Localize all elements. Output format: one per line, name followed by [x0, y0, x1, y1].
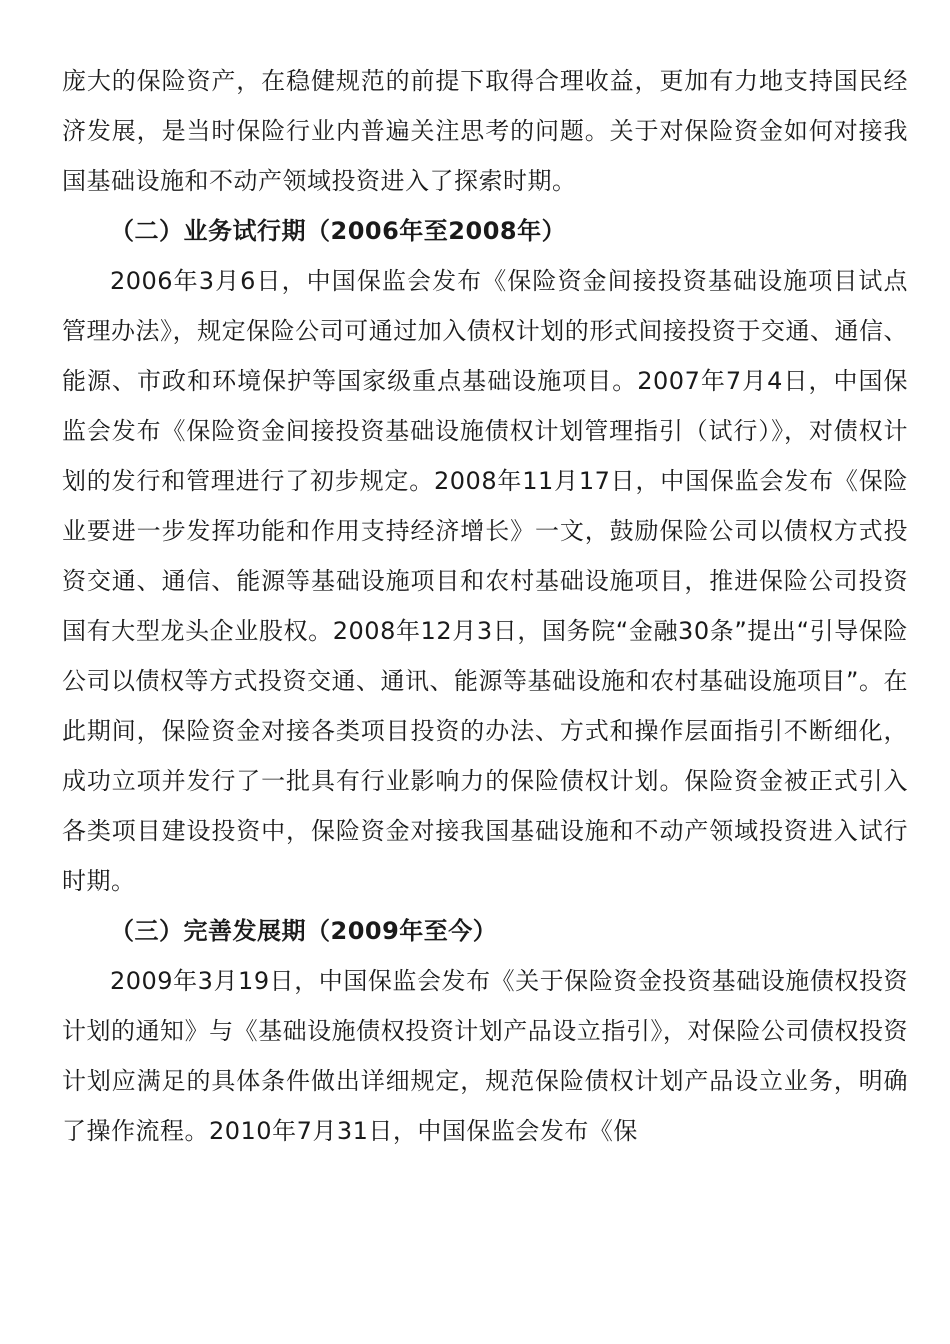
paragraph-trial-period: 2006年3月6日，中国保监会发布《保险资金间接投资基础设施项目试点管理办法》，规定保险公司可通过加入债权计划的形式间接投资于交通、通信、能源、市政和环境保护等国家级重点基础设施项目。2007年7月4日，中国保监会发布《保险资金间接投资基础设施债权计划管理指引（试行）》，对债权计划的发行和管理进行了初步规定。2008年11月17日，中国保监会发布《保险业要进一步发挥功能和作用支持经济增长》一文，鼓励保险公司以债权方式投资交通、通信、能源等基础设施项目和农村基础设施项目，推进保险公司投资国有大型龙头企业股权。2008年12月3日，国务院“金融30条”提出“引导保险公司以债权等方式投资交通、通讯、能源等基础设施和农村基础设施项目”。在此期间，保险资金对接各类项目投资的办法、方式和操作层面指引不断细化，成功立项并发行了一批具有行业影响力的保险债权计划。保险资金被正式引入各类项目建设投资中，保险资金对接我国基础设施和不动产领域投资进入试行时期。 [62, 267, 908, 895]
paragraph-development-period: 2009年3月19日，中国保监会发布《关于保险资金投资基础设施债权投资计划的通知》与《基础设施债权投资计划产品设立指引》，对保险公司债权投资计划应满足的具体条件做出详细规定，规范保险债权计划产品设立业务，明确了操作流程。2010年7月31日，中国保监会发布《保 [62, 967, 908, 1145]
paragraph-intro-continued: 庞大的保险资产，在稳健规范的前提下取得合理收益，更加有力地支持国民经济发展，是当时保险行业内普遍关注思考的问题。关于对保险资金如何对接我国基础设施和不动产领域投资进入了探索时期。 [62, 67, 908, 195]
section-heading-development-period: （三）完善发展期（2009年至今） [110, 917, 498, 945]
document-page [62, 56, 908, 1156]
section-heading-trial-period: （二）业务试行期（2006年至2008年） [110, 217, 567, 245]
